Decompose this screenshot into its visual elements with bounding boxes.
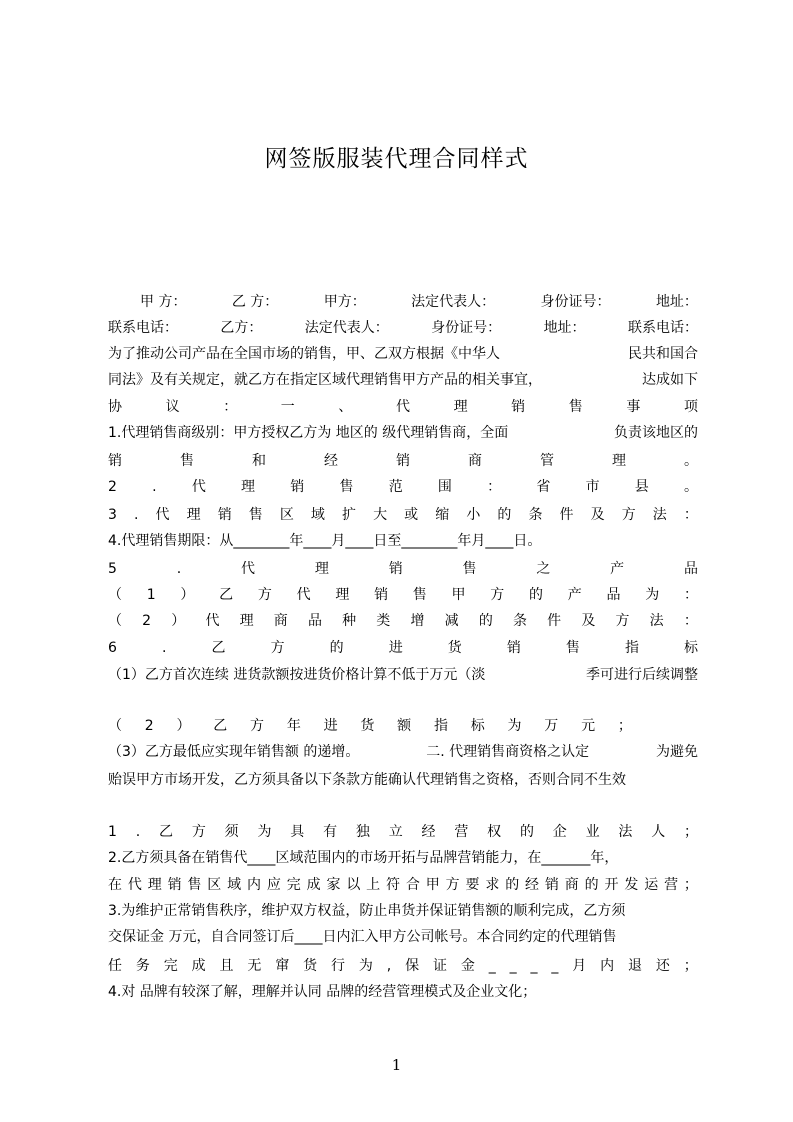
text-line — [108, 421, 698, 445]
text-line — [108, 475, 698, 499]
text-segment: 联系电话： — [108, 320, 178, 336]
text-segment: 乙 — [213, 718, 228, 734]
text-segment: 运 — [644, 877, 659, 893]
text-segment: 窜 — [275, 958, 290, 974]
text-segment: 乙 — [219, 587, 234, 603]
text-segment: 的 — [519, 824, 534, 840]
text-segment: 管 — [540, 453, 554, 469]
text-segment: 2 — [142, 613, 152, 629]
text-segment: _ — [488, 958, 496, 974]
text-segment: 货 — [303, 958, 318, 974]
text-segment: 标 — [470, 718, 485, 734]
text-line — [108, 663, 698, 687]
text-segment: 售 — [180, 453, 194, 469]
text-segment: 业 — [585, 824, 600, 840]
text-segment: 金 — [460, 958, 475, 974]
text-segment: 售 — [565, 640, 580, 656]
text-segment: 身份证号： — [431, 320, 502, 336]
text-segment: 方 — [490, 587, 505, 603]
text-segment: 售 — [568, 399, 583, 415]
text-segment: 销 — [511, 399, 526, 415]
text-segment: 为了推动公司产品在全国市场的销售，甲、乙双方根据《中华人 — [108, 346, 500, 362]
text-segment: 代 — [191, 479, 206, 495]
page-number: 1 — [391, 1056, 402, 1074]
text-segment: 的 — [505, 877, 520, 893]
text-segment: 4.代理销售期限：从________年____月____日至________年月____日。 — [108, 533, 542, 549]
text-segment: 额 — [397, 718, 412, 734]
text-segment: 县 — [634, 479, 649, 495]
text-segment: 内 — [600, 958, 615, 974]
text-line — [108, 636, 698, 660]
text-line — [108, 557, 698, 581]
text-segment: 方 — [250, 718, 265, 734]
text-line — [108, 740, 698, 764]
text-segment: 小 — [466, 507, 481, 523]
text-segment: 合 — [405, 877, 420, 893]
text-segment: （ — [108, 718, 122, 734]
text-segment: 的 — [497, 507, 512, 523]
text-segment: 须 — [224, 824, 239, 840]
text-segment: 代 — [155, 507, 170, 523]
text-segment: 乙方： — [220, 320, 263, 336]
text-segment: 甲方： — [323, 294, 366, 310]
text-segment: 保 — [405, 958, 420, 974]
text-segment: 权 — [487, 824, 502, 840]
text-line — [108, 395, 698, 419]
text-segment: 法 — [649, 613, 664, 629]
text-segment: 开 — [604, 877, 619, 893]
text-segment: 品 — [307, 613, 322, 629]
text-segment: 年 — [286, 718, 301, 734]
text-line — [108, 873, 698, 897]
text-segment: 方 — [445, 877, 460, 893]
text-segment: 销 — [108, 453, 122, 469]
text-segment: ） — [180, 587, 195, 603]
text-segment: 的 — [584, 877, 599, 893]
text-segment: 1 — [108, 824, 117, 840]
text-segment: . — [176, 561, 182, 577]
text-line — [108, 529, 698, 553]
text-segment: . — [152, 479, 157, 495]
text-segment: 2 — [108, 479, 117, 495]
text-segment: 以 — [346, 877, 361, 893]
text-segment: 甲 方： — [140, 294, 187, 310]
text-segment: 货 — [447, 640, 462, 656]
text-segment: 负责该地区的 — [614, 425, 698, 441]
text-segment: 之 — [536, 561, 551, 577]
text-segment: 售 — [248, 507, 263, 523]
text-segment: 域 — [227, 877, 242, 893]
text-segment: ； — [683, 877, 698, 893]
text-segment: 同法》及有关规定，就乙方在指定区域代理销售甲方产品的相关事宜， — [108, 372, 542, 388]
text-segment: . — [135, 824, 141, 840]
text-segment: 类 — [376, 613, 391, 629]
text-line — [140, 290, 698, 314]
text-segment: ： — [223, 399, 238, 415]
text-segment: （ — [108, 613, 122, 629]
text-line — [108, 503, 698, 527]
text-segment: 理 — [186, 507, 201, 523]
text-line — [108, 899, 698, 923]
text-segment: 任 — [108, 958, 122, 974]
text-segment: 5 — [108, 561, 117, 577]
document-title: 网签版服装代理合同样式 — [264, 146, 529, 172]
text-line — [108, 609, 698, 633]
text-segment: 议 — [165, 399, 180, 415]
text-segment: 市 — [585, 479, 600, 495]
text-segment: 发 — [624, 877, 639, 893]
text-segment: 具 — [290, 824, 305, 840]
text-segment: 无 — [247, 958, 262, 974]
text-segment: 代 — [241, 561, 256, 577]
text-segment: 理 — [335, 587, 350, 603]
text-segment: （3）乙方最低应实现年销售额 的递增。 — [108, 744, 360, 760]
text-segment: 完 — [286, 877, 301, 893]
text-segment: 商 — [564, 877, 579, 893]
text-segment: 理 — [453, 399, 468, 415]
text-segment: 理 — [241, 479, 256, 495]
text-segment: 大 — [373, 507, 388, 523]
text-segment: 协 — [108, 399, 122, 415]
text-segment: ： — [683, 507, 698, 523]
text-line — [108, 820, 698, 844]
text-segment: 乙 — [211, 640, 226, 656]
text-segment: 方 — [191, 824, 206, 840]
text-segment: 省 — [536, 479, 551, 495]
text-segment: 符 — [386, 877, 401, 893]
text-segment: 经 — [421, 824, 436, 840]
text-segment: 销 — [167, 877, 182, 893]
text-segment: 营 — [454, 824, 469, 840]
text-segment: 要 — [465, 877, 480, 893]
text-segment: 有 — [323, 824, 338, 840]
text-segment: 1.代理销售商级别：甲方授权乙方为 地区的 级代理销售商，全面 — [108, 425, 509, 441]
text-segment: 达成如下 — [642, 372, 698, 388]
text-line — [108, 768, 698, 792]
text-segment: 销 — [374, 587, 389, 603]
text-segment: 乙 — [159, 824, 173, 840]
text-segment: 标 — [684, 640, 698, 656]
text-segment: 增 — [410, 613, 425, 629]
text-segment: 地址： — [655, 294, 698, 310]
text-segment: 货 — [360, 718, 375, 734]
text-segment: 经 — [324, 453, 338, 469]
text-segment: 理 — [147, 877, 162, 893]
text-segment: 方 — [621, 507, 636, 523]
text-segment: 家 — [326, 877, 341, 893]
text-segment: 销 — [217, 507, 232, 523]
text-segment: 区 — [207, 877, 222, 893]
text-segment: 售 — [339, 479, 354, 495]
text-segment: 上 — [366, 877, 381, 893]
text-segment: 独 — [355, 824, 370, 840]
text-segment: 2.乙方须具备在销售代____区域范围内的市场开拓与品牌营销能力，在_______年， — [108, 850, 619, 866]
text-segment: 销 — [388, 561, 403, 577]
text-segment: 应 — [266, 877, 281, 893]
text-segment: 为 — [257, 824, 272, 840]
text-segment: 销 — [396, 453, 410, 469]
text-segment: 在 — [108, 877, 122, 893]
text-segment: 和 — [252, 453, 266, 469]
text-segment: 万 — [544, 718, 559, 734]
text-segment: 。 — [684, 453, 698, 469]
text-segment: 商 — [468, 453, 482, 469]
text-segment: 售 — [412, 587, 427, 603]
text-segment: 月 — [572, 958, 587, 974]
text-segment: 法 — [652, 507, 667, 523]
text-segment: 4.对 品牌有较深了解，理解并认同 品牌的经营管理模式及企业文化； — [108, 984, 537, 1000]
text-segment: ； — [684, 824, 698, 840]
text-segment: 身份证号： — [540, 294, 611, 310]
text-segment: 及 — [590, 507, 605, 523]
text-segment: 方 — [270, 640, 285, 656]
text-line — [108, 449, 698, 473]
text-segment: 事 — [626, 399, 641, 415]
text-segment: 销 — [544, 877, 559, 893]
text-segment: 指 — [433, 718, 448, 734]
text-segment: 交保证金 万元，自合同签订后____日内汇入甲方公司帐号。本合同约定的代理销售 — [108, 929, 617, 945]
text-segment: ； — [617, 718, 632, 734]
text-segment: 且 — [219, 958, 234, 974]
text-segment: 1 — [146, 587, 156, 603]
text-segment: 经 — [525, 877, 540, 893]
text-segment: 。 — [684, 479, 698, 495]
text-segment: 为 — [358, 958, 373, 974]
text-segment: 或 — [404, 507, 419, 523]
text-segment: 二. 代理销售商资格之认定 — [426, 744, 590, 760]
text-segment: 6 — [108, 640, 117, 656]
text-line — [108, 925, 698, 949]
text-segment: 还 — [655, 958, 670, 974]
text-segment: 区 — [279, 507, 294, 523]
text-segment: 商 — [273, 613, 288, 629]
text-segment: 的 — [478, 613, 493, 629]
text-segment: 种 — [342, 613, 357, 629]
text-segment: 围 — [437, 479, 452, 495]
text-segment: 完 — [163, 958, 178, 974]
text-segment: 品 — [606, 587, 621, 603]
text-segment: 售 — [462, 561, 477, 577]
text-segment: 企 — [552, 824, 567, 840]
text-segment: 件 — [559, 507, 574, 523]
text-segment: 地址： — [543, 320, 586, 336]
text-segment: 甲 — [451, 587, 466, 603]
text-segment: _ — [509, 958, 517, 974]
text-line — [108, 316, 698, 340]
text-segment: . — [161, 640, 167, 656]
text-segment: 代 — [395, 399, 410, 415]
text-segment: 法 — [618, 824, 633, 840]
text-segment: . — [134, 507, 139, 523]
text-segment: 乙 方： — [231, 294, 279, 310]
text-segment: 3.为维护正常销售秩序，维护双方权益，防止串货并保证销售额的顺利完成，乙方须 — [108, 903, 626, 919]
text-segment: 成 — [306, 877, 321, 893]
text-segment: 域 — [310, 507, 325, 523]
text-segment: 品 — [684, 561, 698, 577]
text-segment: ） — [176, 718, 191, 734]
text-segment: ） — [171, 613, 186, 629]
text-segment: （ — [108, 587, 122, 603]
text-segment: 成 — [191, 958, 206, 974]
text-segment: 行 — [331, 958, 345, 974]
text-line — [108, 980, 698, 1004]
text-segment: 销 — [506, 640, 521, 656]
text-segment: ： — [683, 587, 698, 603]
text-segment: 代 — [296, 587, 311, 603]
text-segment: 指 — [624, 640, 639, 656]
text-segment: 扩 — [342, 507, 356, 523]
text-segment: 的 — [529, 587, 543, 603]
text-segment: ： — [683, 613, 698, 629]
text-segment: 为 — [507, 718, 522, 734]
text-segment: _ — [551, 958, 559, 974]
text-segment: 进 — [388, 640, 403, 656]
text-segment: 民共和国合 — [628, 346, 698, 362]
text-segment: 理 — [239, 613, 254, 629]
text-segment: , — [386, 958, 392, 974]
text-segment: 产 — [567, 587, 582, 603]
text-segment: 方 — [615, 613, 630, 629]
text-segment: 求 — [485, 877, 500, 893]
text-segment: 理 — [314, 561, 329, 577]
text-segment: 为避免 — [655, 744, 698, 760]
text-segment: 减 — [444, 613, 459, 629]
text-line — [108, 846, 698, 870]
text-segment: 、 — [338, 399, 353, 415]
text-segment: 代 — [205, 613, 220, 629]
text-segment: 内 — [247, 877, 262, 893]
text-segment: 项 — [683, 399, 698, 415]
text-segment: 条 — [512, 613, 527, 629]
text-segment: 一 — [280, 399, 295, 415]
text-segment: 季可进行后续调整 — [586, 667, 698, 683]
text-segment: _ — [530, 958, 538, 974]
text-segment: 证 — [432, 958, 447, 974]
text-line — [108, 583, 698, 607]
text-segment: ； — [683, 958, 698, 974]
text-segment: 2 — [144, 718, 154, 734]
text-segment: 产 — [610, 561, 625, 577]
text-segment: 代 — [127, 877, 142, 893]
text-segment: 销 — [290, 479, 305, 495]
text-line — [108, 342, 698, 366]
text-line — [108, 954, 698, 978]
text-segment: 立 — [388, 824, 403, 840]
text-segment: 缩 — [435, 507, 450, 523]
text-segment: 退 — [627, 958, 642, 974]
text-segment: （1）乙方首次连续 进货款额按进货价格计算不低于万元（淡 — [108, 667, 486, 683]
text-segment: 元 — [581, 718, 596, 734]
text-segment: 范 — [388, 479, 403, 495]
text-segment: 法定代表人： — [304, 320, 389, 336]
text-segment: 售 — [187, 877, 202, 893]
text-segment: 法定代表人： — [411, 294, 496, 310]
text-segment: 营 — [664, 877, 679, 893]
text-segment: 件 — [547, 613, 562, 629]
text-segment: 条 — [528, 507, 543, 523]
text-segment: 联系电话： — [627, 320, 698, 336]
text-segment: 甲 — [425, 877, 440, 893]
text-segment: 为 — [645, 587, 660, 603]
text-segment: 及 — [581, 613, 596, 629]
text-segment: 人 — [651, 824, 666, 840]
text-segment: 进 — [323, 718, 338, 734]
text-segment: 方 — [257, 587, 272, 603]
text-line — [108, 714, 632, 738]
text-segment: ： — [487, 479, 502, 495]
text-segment: 的 — [329, 640, 344, 656]
text-segment: 务 — [135, 958, 150, 974]
text-segment: 3 — [108, 507, 117, 523]
text-segment: 贻误甲方市场开发，乙方须具备以下条款方能确认代理销售之资格，否则合同不生效 — [108, 772, 626, 788]
text-segment: 理 — [612, 453, 626, 469]
text-line — [108, 368, 698, 392]
